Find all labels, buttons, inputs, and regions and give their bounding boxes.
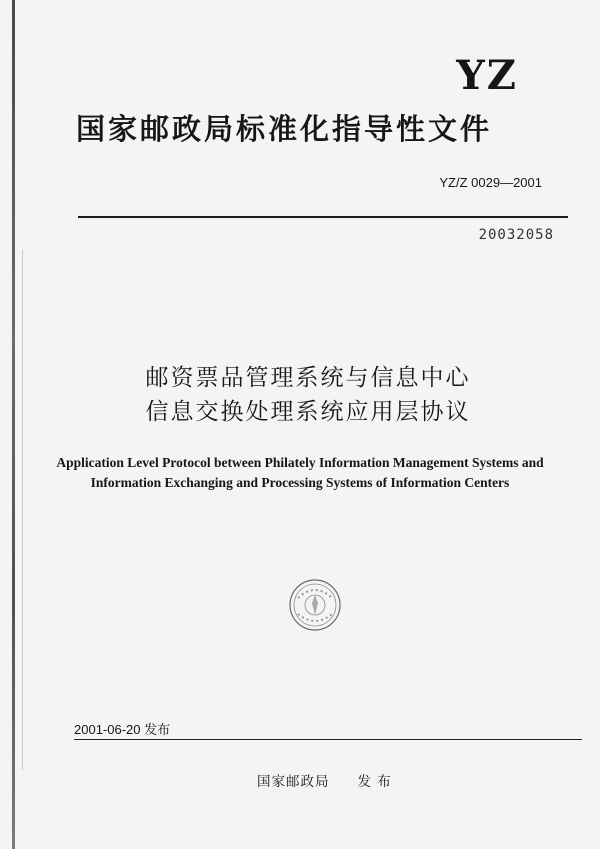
serial-number: 20032058: [478, 227, 554, 243]
chinese-title-line-1: 邮资票品管理系统与信息中心: [145, 365, 471, 391]
scan-shadow-line: [22, 250, 23, 770]
english-title-line-1: Application Level Protocol between Philately Information Management Systems and: [56, 455, 544, 470]
standard-number: YZ/Z 0029—2001: [439, 175, 542, 190]
footer-divider: [74, 739, 582, 740]
issue-word: 发 布: [357, 774, 392, 790]
english-title-line-2: Information Exchanging and Processing Systems of Information Centers: [90, 475, 510, 490]
chinese-title-line-2: 信息交换处理系统应用层协议: [145, 399, 471, 425]
organization-title: 国家邮政局标准化指导性文件: [76, 112, 493, 146]
issuer-line: [257, 770, 392, 790]
header-divider: [78, 216, 568, 218]
english-title: [0, 453, 600, 493]
issue-date: 2001-06-20 发布: [74, 722, 171, 737]
library-seal-stamp: [288, 578, 342, 632]
chinese-title: [0, 361, 600, 429]
issuer-name: 国家邮政局: [257, 774, 330, 790]
standard-code: YZ: [456, 52, 518, 99]
